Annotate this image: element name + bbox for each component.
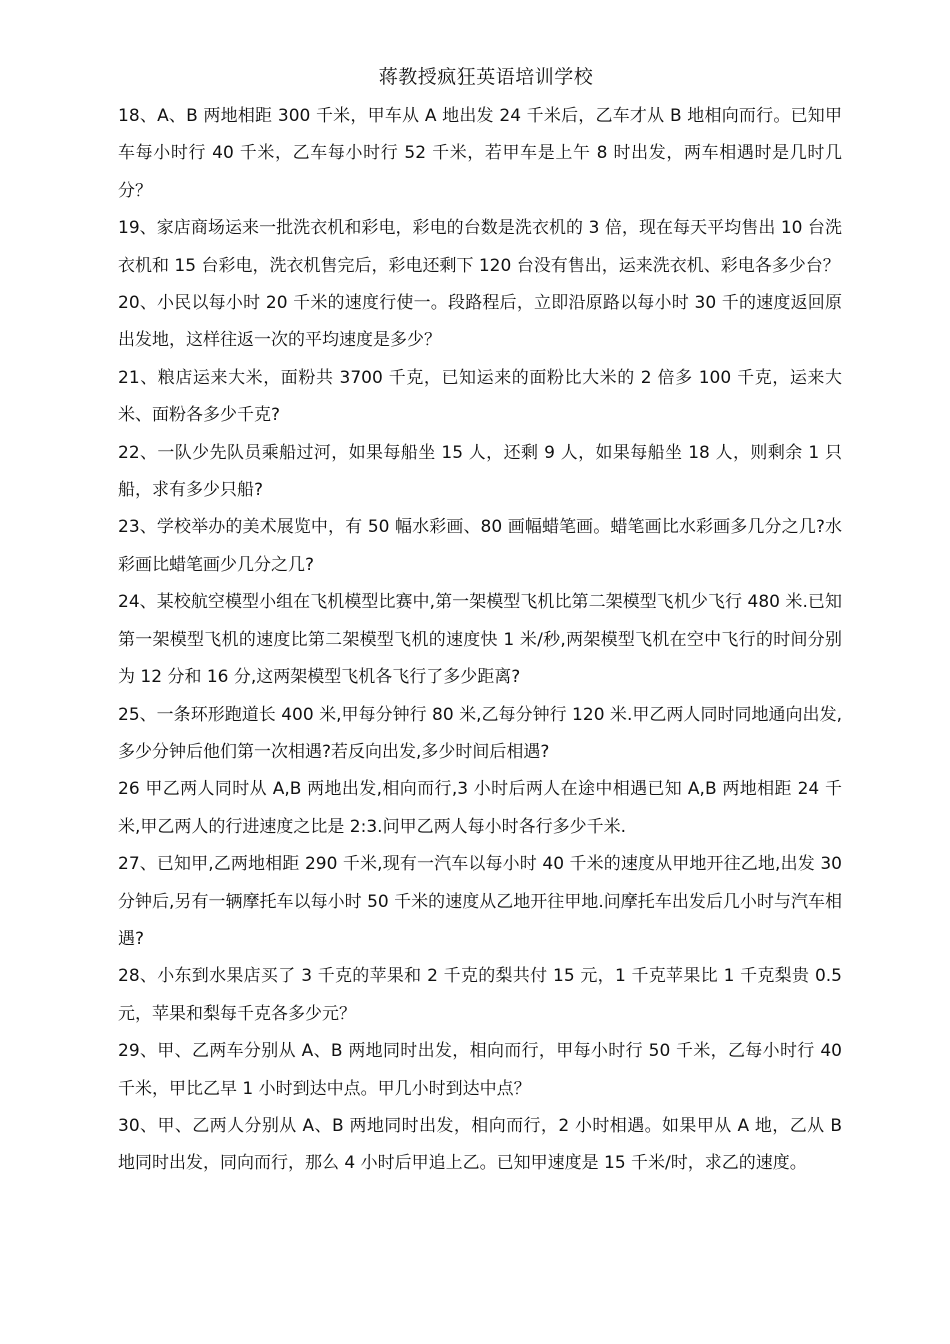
problem-item-26: 26 甲乙两人同时从 A,B 两地出发,相向而行,3 小时后两人在途中相遇已知 A,B 两地相距 24 千米,甲乙两人的行进速度之比是 2:3.问甲乙两人每小时各行多少千米. xyxy=(118,779,842,837)
problem-item-21: 21、粮店运来大米，面粉共 3700 千克，已知运来的面粉比大米的 2 倍多 100 千克，运来大米、面粉各多少千克? xyxy=(118,367,842,426)
problem-item-29: 29、甲、乙两车分别从 A、B 两地同时出发，相向而行，甲每小时行 50 千米，乙每小时行 40 千米，甲比乙早 1 小时到达中点。甲几小时到达中点？ xyxy=(118,1041,842,1099)
problem-item-25: 25、一条环形跑道长 400 米,甲每分钟行 80 米,乙每分钟行 120 米.甲乙两人同时同地通向出发,多少分钟后他们第一次相遇?若反向出发,多少时间后相遇? xyxy=(118,704,842,762)
problem-item-23: 23、学校举办的美术展览中，有 50 幅水彩画、80 画幅蜡笔画。蜡笔画比水彩画多几分之几?水彩画比蜡笔画少几分之几? xyxy=(118,517,842,575)
problem-item-24: 24、某校航空模型小组在飞机模型比赛中,第一架模型飞机比第二架模型飞机少飞行 480 米.已知第一架模型飞机的速度比第二架模型飞机的速度快 1 米/秒,两架模型飞机在空中飞行的时间分别为 12 分和 16 分,这两架模型飞机各飞行了多少距离? xyxy=(118,592,842,688)
problem-list xyxy=(118,98,842,1183)
problem-item-27: 27、已知甲,乙两地相距 290 千米,现有一汽车以每小时 40 千米的速度从甲地开往乙地,出发 30 分钟后,另有一辆摩托车以每小时 50 千米的速度从乙地开往甲地.问摩托车出发后几小时与汽车相遇? xyxy=(118,854,842,949)
problem-item-20: 20、小民以每小时 20 千米的速度行使一。段路程后，立即沿原路以每小时 30 千的速度返回原出发地，这样往返一次的平均速度是多少？ xyxy=(118,293,842,351)
problem-item-22: 22、一队少先队员乘船过河，如果每船坐 15 人，还剩 9 人，如果每船坐 18 人，则剩余 1 只船，求有多少只船? xyxy=(118,442,842,501)
problem-item-28: 28、小东到水果店买了 3 千克的苹果和 2 千克的梨共付 15 元，1 千克苹果比 1 千克梨贵 0.5 元，苹果和梨每千克各多少元？ xyxy=(118,966,842,1024)
problem-item-18: 18、A、B 两地相距 300 千米，甲车从 A 地出发 24 千米后，乙车才从 B 地相向而行。已知甲车每小时行 40 千米，乙车每小时行 52 千米，若甲车是上午 8 时出发，两车相遇时是几时几分？ xyxy=(118,106,842,201)
page-header-title: 蒋教授疯狂英语培训学校 xyxy=(378,66,594,88)
problem-item-30: 30、甲、乙两人分别从 A、B 两地同时出发，相向而行，2 小时相遇。如果甲从 A 地，乙从 B 地同时出发，同向而行，那么 4 小时后甲追上乙。已知甲速度是 15 千米/时，求乙的速度。 xyxy=(118,1115,842,1174)
problem-item-19: 19、家店商场运来一批洗衣机和彩电，彩电的台数是洗衣机的 3 倍，现在每天平均售出 10 台洗衣机和 15 台彩电，洗衣机售完后，彩电还剩下 120 台没有售出，运来洗衣机、彩电各多少台？ xyxy=(118,218,842,276)
